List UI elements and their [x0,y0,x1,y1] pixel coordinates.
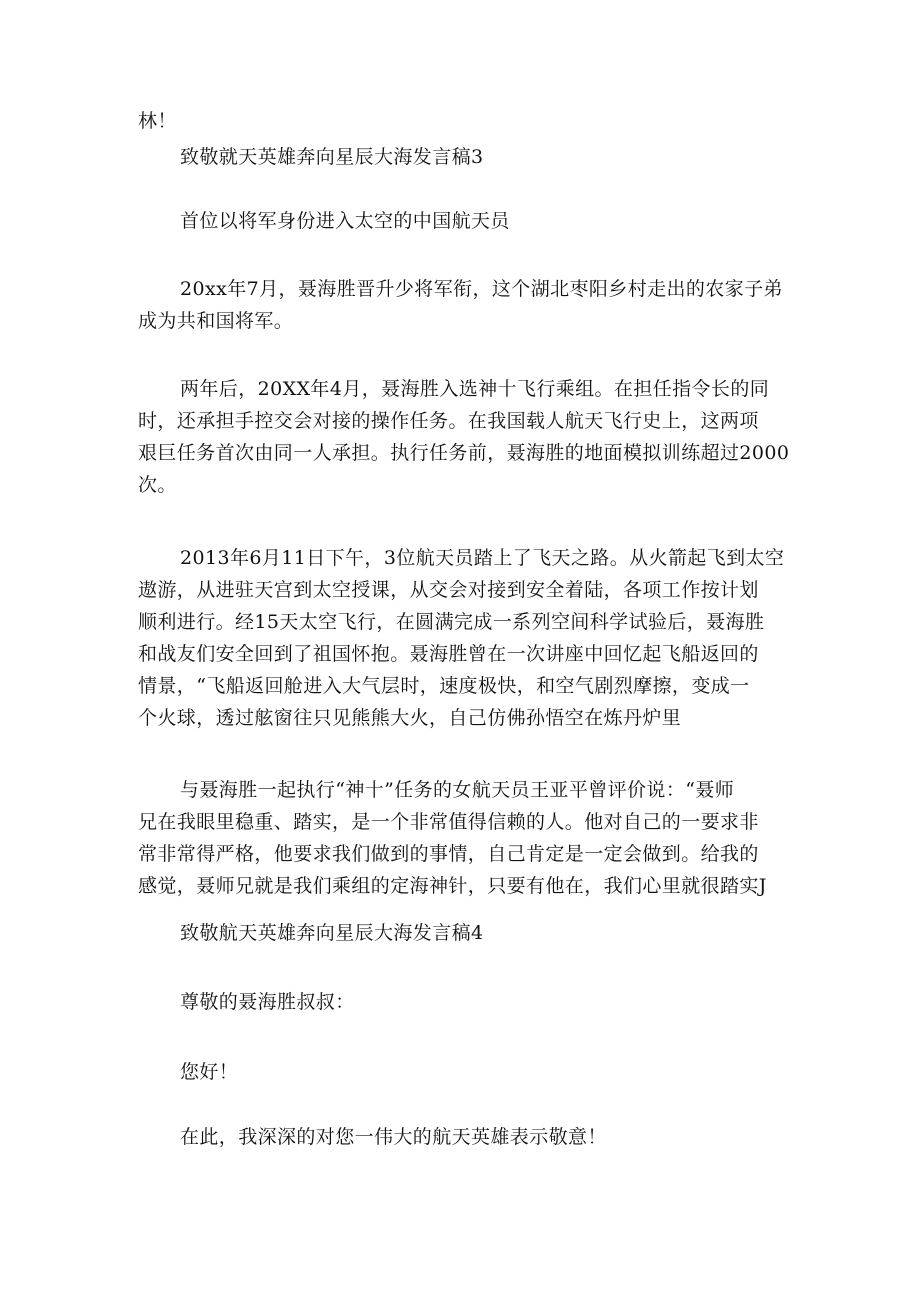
paragraph-selection [138,373,788,501]
paragraph-line: 次。 [138,474,177,496]
paragraph-line: 顺利进行。经15天太空飞行，在圆满完成一系列空间科学试验后，聂海胜 [138,611,765,633]
closing-line: 在此，我深深的对您一伟大的航天英雄表示敬意！ [180,1126,607,1148]
paragraph-line: 兄在我眼里稳重、踏实，是一个非常值得信赖的人。他对自己的一要求非 [138,811,759,833]
section-heading-3: 致敬就天英雄奔向星辰大海发言稿3 [180,146,484,168]
paragraph-line: 两年后，20XX年4月，聂海胜入选神十飞行乘组。在担任指令长的同 [180,378,770,400]
paragraph-line: 时，还承担手控交会对接的操作任务。在我国载人航天飞行史上，这两项 [138,410,759,432]
paragraph-line: 20xx年7月，聂海胜晋升少将军衔，这个湖北枣阳乡村走出的农家子弟 [180,278,783,300]
paragraph-line: 遨游，从进驻天宫到太空授课，从交会对接到安全着陆，各项工作按计划 [138,579,759,601]
paragraph-line: 个火球，透过舷窗往只见熊熊大火，自己仿佛孙悟空在炼丹炉里 [138,707,682,729]
paragraph-line: 常非常得严格，他要求我们做到的事情，自己肯定是一定会做到。给我的 [138,843,759,865]
paragraph-line: 艰巨任务首次由同一人承担。执行任务前，聂海胜的地面模拟训练超过2000 [138,442,790,464]
paragraph-line: 感觉，聂师兄就是我们乘组的定海神针，只要有他在，我们心里就很踏实J [138,875,767,897]
subtitle: 首位以将军身份进入太空的中国航天员 [180,210,510,232]
paragraph-promotion [138,273,788,337]
greeting: 您好！ [180,1061,239,1083]
paragraph-line: 与聂海胜一起执行“神十”任务的女航天员王亚平曾评价说：“聂师 [180,779,735,801]
paragraph-line: 2013年6月11日下午，3位航天员踏上了飞天之路。从火箭起飞到太空 [180,547,785,569]
paragraph-line: 成为共和国将军。 [138,310,294,332]
paragraph-line: 情景，“飞船返回舱进入大气层时，速度极快，和空气剧烈摩擦，变成一 [138,675,750,697]
top-fragment: 林！ [138,110,177,132]
section-heading-4: 致敬航天英雄奔向星辰大海发言稿4 [180,922,484,944]
paragraph-mission [138,542,788,734]
paragraph-wang-yaping [138,774,788,902]
salutation: 尊敬的聂海胜叔叔： [180,991,355,1013]
paragraph-line: 和战友们安全回到了祖国怀抱。聂海胜曾在一次讲座中回忆起飞船返回的 [138,643,759,665]
